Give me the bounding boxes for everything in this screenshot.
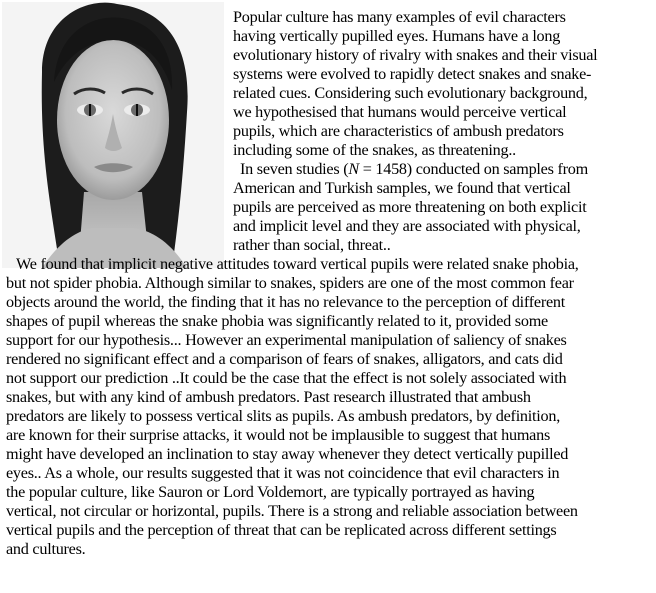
text-line: vertical, not circular or horizontal, pupils. There is a strong and reliable association between [6,502,578,520]
text-run: In seven studies ( [240,160,349,178]
text-line: and implicit level and they are associated with physical, [233,217,581,235]
text-line: rather than social, threat.. [233,236,391,254]
text-line: snakes, but with any kind of ambush predators. Past research illustrated that ambush [6,388,531,406]
text-line: objects around the world, the finding that it has no relevance to the perception of different [6,293,566,311]
text-line: pupils are perceived as more threatening on both explicit [233,198,587,216]
text-run: = 1458) conducted on samples from [358,160,588,178]
text-line: eyes.. As a whole, our results suggested that it was not coincidence that evil characters in [6,464,560,482]
text-run-italic: N [348,160,359,178]
face-photo [2,2,224,268]
text-line: the popular culture, like Sauron or Lord Voldemort, are typically portrayed as having [6,483,535,501]
text-line: shapes of pupil whereas the snake phobia was significantly related to it, provided some [6,312,548,330]
text-line: We found that implicit negative attitudes toward vertical pupils were related snake phobia, [16,255,579,273]
text-line: support for our hypothesis... However an experimental manipulation of saliency of snakes [6,331,567,349]
text-line: having vertically pupilled eyes. Humans have a long [233,27,561,45]
text-line: are known for their surprise attacks, it would not be implausible to suggest that humans [6,426,551,444]
text-line: evolutionary history of rivalry with snakes and their visual [233,46,598,64]
text-line: American and Turkish samples, we found that vertical [233,179,571,197]
text-line: including some of the snakes, as threatening.. [233,141,516,159]
text-line: not support our prediction ..It could be the case that the effect is not solely associated with [6,369,567,387]
text-line: and cultures. [6,540,86,558]
text-line: we hypothesised that humans would perceive vertical [233,103,567,121]
text-line: predators are likely to possess vertical slits as pupils. As ambush predators, by definition, [6,407,561,425]
text-line [240,160,588,178]
text-line: but not spider phobia. Although similar to snakes, spiders are one of the most common fear [6,274,574,292]
text-line: Popular culture has many examples of evil characters [233,8,566,26]
text-line: rendered no significant effect and a comparison of fears of snakes, alligators, and cats did [6,350,563,368]
text-line: related cues. Considering such evolutionary background, [233,84,588,102]
face-photo-image [2,2,224,268]
text-line: systems were evolved to rapidly detect snakes and snake- [233,65,592,83]
text-line: might have developed an inclination to stay away whenever they detect vertically pupilled [6,445,569,463]
text-line: vertical pupils and the perception of threat that can be replicated across different settings [6,521,557,539]
text-line: pupils, which are characteristics of ambush predators [233,122,564,140]
